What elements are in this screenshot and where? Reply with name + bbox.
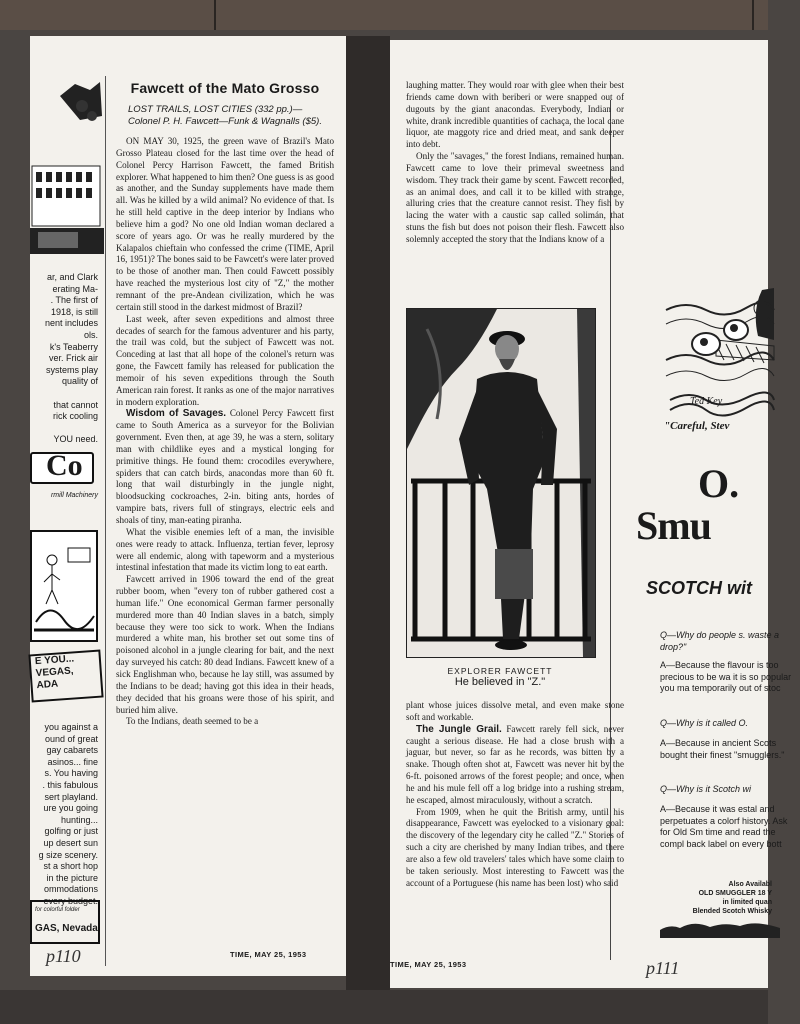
qa-answer-1: A—Because the flavour is too precious to be wa it is so popular you ma temporarily out of stoc	[660, 660, 792, 693]
sidebar-ad-text: ar, and Clark erating Ma- . The first of 1918, is still nent includes ols. k's Teaberry ver. Frick air systems play quality of that cannot rick cooling YOU need.	[44, 272, 98, 445]
right-column-bottom	[406, 700, 624, 890]
left-footer: TIME, MAY 25, 1953	[230, 950, 307, 959]
paragraph-from: From 1909, when he quit the British army, until his disappearance, Fawcett was eyelocked to a visionary goal: the discovery of the legendary city he called "Z." Stories of such a city are cherished by many Indian tribes, and there are also a few old travelers' tales which have some claim to be taken seriously. Most interesting to Fawcett was the account of a Portuguese (his name has been lost) who said	[406, 806, 624, 888]
paragraph-4: What the visible enemies left of a man, the invisible ones were ready to attack. Influenza, tertian fever, leprosy were all endemic, along with tapeworm and a mysterious intestinal infestation that made its victim long to eat earth.	[116, 526, 334, 573]
left-page	[30, 36, 346, 976]
page-gutter	[346, 36, 390, 990]
brand-o: O.	[698, 461, 740, 506]
logo-text: Co	[46, 449, 83, 482]
explorer-photo	[406, 308, 596, 658]
explorer-figure	[407, 309, 595, 657]
ad-landscape-strip	[660, 918, 780, 938]
qa-answer-3: A—Because it was estal and perpetuates a colorf history. Ask for Old Sm time and read the compl back label on every bott	[660, 804, 788, 849]
qa-question-1: Q—Why do people s. waste a drop?"	[660, 630, 780, 652]
bottom-background	[0, 990, 768, 1024]
vegas-coupon	[30, 900, 100, 944]
machinery-label: rmill Machinery	[50, 492, 98, 499]
subhead-jungle-grail: The Jungle Grail.	[416, 723, 502, 735]
paragraph-savages: Only the "savages," the forest Indians, remained human. Fawcett came to love their primeval sweetness and wisdom. They track their game by scent. Fawcett recorded, as an animal does, and call it to be killed with strange, alluring cries that the creature cannot resist. They fish by lacing the water with a caustic sap called solimán, that stuns the fish but does not poison their flesh. Fawcett also solemnly accepted the story that the Indians know of a	[406, 151, 624, 244]
brand-scotch: SCOTCH wit	[646, 578, 752, 598]
caption-label: EXPLORER FAWCETT	[447, 666, 553, 676]
paragraph-1: ON MAY 30, 1925, the green wave of Brazil's Mato Grosso Plateau closed for the last time over the head of Colonel Percy Harrison Fawcett, the famed British explorer. What happened to him then? One guess is as good as another, and the Sunday supplements have made them all. Was he killed by a wild animal? No evidence of that. Is he still held captive in the deep interior by Indians who believe him a god? No one old Indian woman declared a score of years ago. Or was he really murdered by the Kalapalos chieftain who confessed the crime (TIME, April 16, 1951)? The bones said to be Fawcett's were later proved to be those of another man. Then could Fawcett possibly have reached the mysterious lost city of "Z," the mother remnant of the pre-Andean civilization, which he was certain still stood in the darkest midmost of Brazil?	[116, 136, 334, 312]
qa-question-2: Q—Why is it called O.	[660, 718, 749, 728]
vegas-ad-text: you against a ound of great gay cabarets asinos... fine s. You having . this fabulous sert playland. ure you going hunting... golfing or just up desert sun g size scenery. st a short hop in the picture ommodations every budget.	[38, 722, 98, 906]
subhead-wisdom: Wisdom of Savages.	[126, 408, 227, 420]
cartoon-signature: Ted Key	[690, 396, 723, 407]
ad-small-print: Also Availabl OLD SMUGGLER 18 Y in limited quan Blended Scotch Whisky	[692, 881, 772, 915]
right-page-number: p111	[646, 958, 680, 978]
brand-smuggler: Smu	[636, 503, 711, 548]
old-smuggler-ad	[620, 40, 792, 988]
book-info: LOST TRAILS, LOST CITIES (332 pp.)— Colonel P. H. Fawcett—Funk & Wagnalls ($5).	[128, 104, 322, 127]
photo-caption	[406, 666, 594, 688]
paragraph-3: Wisdom of Savages. Colonel Percy Fawcett first came to South America as a surveyor for the Bolivian government. Even then, at age 39, he was a stern, solitary man with childlike eyes and a mystical longing for primitive things. He found them: crocodiles everywhere, spiders that can catch birds, anacondas more than 60 ft. long that wail disturbingly in the jungle night, bloodsucking cockroaches, 2-in. biting ants, hordes of vampire bats, rivers full of stingrays, electric eels and shoals of tiny, man-eating piranha.	[116, 408, 334, 525]
place-name: GAS, Nevada	[35, 922, 98, 934]
building-illustration	[30, 76, 104, 266]
paragraph-plant: plant whose juices dissolve metal, and even make stone soft and workable.	[406, 700, 624, 722]
paragraph-5: Fawcett arrived in 1906 toward the end of the great rubber boom, when "every ton of rubber gathered cost a human life." One economical German farmer personally murdered more than 40 Indian slaves in a batch, simply because they were too sick to work. When the Indians murdered a white man, his brother set out some tins of poisoned alcohol in a jungle clearing for bait, and the next day surveyed his catch: 80 dead Indians. Fawcett knew of a sick Englishman who, because he lay still, was assumed by the Indians to be dead; having got this idea in their heads, they decided that his groans were those of his spirit, and buried him alive.	[116, 574, 334, 715]
right-column-top	[406, 80, 624, 246]
review-article	[116, 80, 334, 728]
paragraph-jungle: The Jungle Grail. Fawcett rarely fell sick, never caught a serious disease. He had a close brush with a jaguar, but never, so far as he records, was bitten by a snake. Though often shot at, Fawcett was never hit by the 6-ft. poisoned arrows of the forest people; and once, when he and his mule fell off a log bridge into a rushing stream, he escaped, almost miraculously, without a scratch.	[406, 723, 624, 805]
paragraph-laughing: laughing matter. They would roar with glee when their best friends came down with beriberi or were snapped out of dugouts by the giant anacondas. Everybody, Indian or white, drank incredible quantities of cachaça, the local cane liquor, ate maggoty rice and dried meat, and sank deeper into debt.	[406, 80, 624, 150]
sidebar-ad	[30, 36, 106, 976]
swimmers-illustration	[666, 290, 774, 400]
cartoon-caption: "Careful, Stev	[664, 420, 730, 432]
paragraph-2: Last week, after seven expeditions and almost three decades of search for the famous adventurer and his party, the trail was cold, but the subject of Fawcett was not. Conceding at last that all hope of the colonel's return was gone, the Fawcett family has released for publication the memoir of his seven expeditions through the South American rain forest. It ranks as one of the major narratives in modern exploration.	[116, 313, 334, 407]
right-footer: TIME, MAY 25, 1953	[390, 960, 467, 969]
cartoon-illustration	[30, 530, 98, 642]
top-background	[0, 0, 768, 30]
qa-question-3: Q—Why is it Scotch wi	[660, 784, 752, 794]
frick-logo	[30, 448, 98, 486]
right-page	[390, 40, 792, 988]
qa-answer-2: A—Because in ancient Scots bought their finest "smugglers."	[660, 738, 785, 760]
left-page-number: p110	[46, 946, 81, 966]
caption-text: He believed in "Z."	[454, 676, 546, 688]
vegas-box: E YOU... VEGAS, ADA	[28, 650, 103, 703]
paragraph-6: To the Indians, death seemed to be a	[126, 716, 259, 727]
article-headline: Fawcett of the Mato Grosso	[130, 80, 320, 96]
folder-line: for colorful folder	[35, 907, 80, 913]
